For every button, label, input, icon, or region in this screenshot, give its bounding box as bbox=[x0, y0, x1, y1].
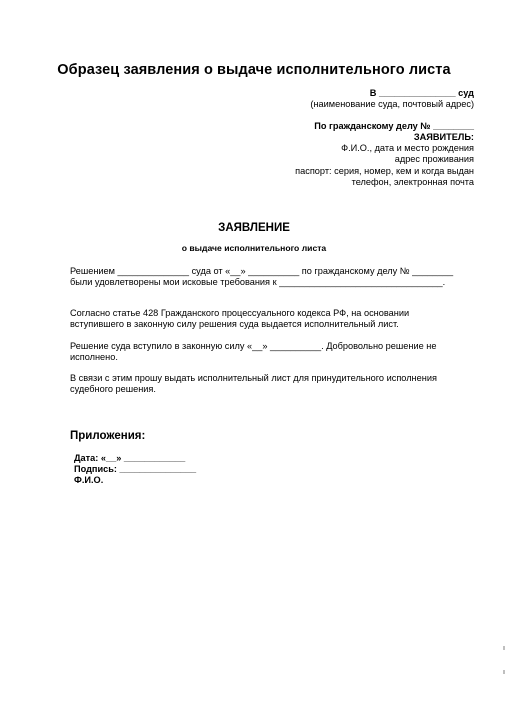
paragraph-decision bbox=[70, 266, 470, 289]
signature-block bbox=[74, 453, 196, 486]
court-line: В _______________ суд bbox=[369, 88, 474, 98]
signature-sign: Подпись: _______________ bbox=[74, 464, 197, 474]
statement-subheading: о выдаче исполнительного листа bbox=[181, 243, 327, 253]
document-title: Образец заявления о выдаче исполнительного листа bbox=[57, 62, 451, 78]
header-block bbox=[214, 88, 474, 188]
appendix-label: Приложения: bbox=[70, 430, 146, 442]
paragraph-line: были удовлетворены мои исковые требования к ________________________________. bbox=[70, 277, 446, 288]
paragraph-legal-basis bbox=[70, 308, 470, 331]
paragraph-line: Решение суда вступило в законную силу «__» __________. Добровольно решение не bbox=[70, 341, 437, 351]
applicant-address: адрес проживания bbox=[394, 154, 474, 165]
paragraph-line: Решением ______________ суда от «__» __________ по гражданскому делу № ________ bbox=[70, 266, 454, 276]
page-edge-mark bbox=[503, 646, 505, 650]
paragraph-line: вступившего в законную силу решения суда выдается исполнительный лист. bbox=[70, 319, 399, 330]
applicant-passport: паспорт: серия, номер, кем и когда выдан bbox=[295, 165, 474, 176]
paragraph-line: Согласно статье 428 Гражданского процессуального кодекса РФ, на основании bbox=[70, 308, 410, 318]
applicant-name: Ф.И.О., дата и место рождения bbox=[341, 143, 474, 154]
applicant-label: ЗАЯВИТЕЛЬ: bbox=[413, 131, 474, 142]
page-edge-mark bbox=[503, 670, 505, 674]
paragraph-line: исполнено. bbox=[70, 352, 118, 363]
header-gap bbox=[214, 111, 474, 121]
court-hint: (наименование суда, почтовый адрес) bbox=[310, 99, 474, 110]
applicant-contacts: телефон, электронная почта bbox=[351, 177, 474, 188]
paragraph-line: В связи с этим прошу выдать исполнительный лист для принудительного исполнения bbox=[70, 373, 437, 383]
paragraph-effective-date bbox=[70, 341, 470, 364]
paragraph-request bbox=[70, 373, 470, 396]
statement-heading: ЗАЯВЛЕНИЕ bbox=[218, 222, 290, 234]
signature-name: Ф.И.О. bbox=[74, 475, 104, 485]
case-line: По гражданскому делу № ________ bbox=[314, 120, 474, 131]
signature-date: Дата: «__» ____________ bbox=[74, 453, 186, 463]
paragraph-line: судебного решения. bbox=[70, 384, 156, 395]
